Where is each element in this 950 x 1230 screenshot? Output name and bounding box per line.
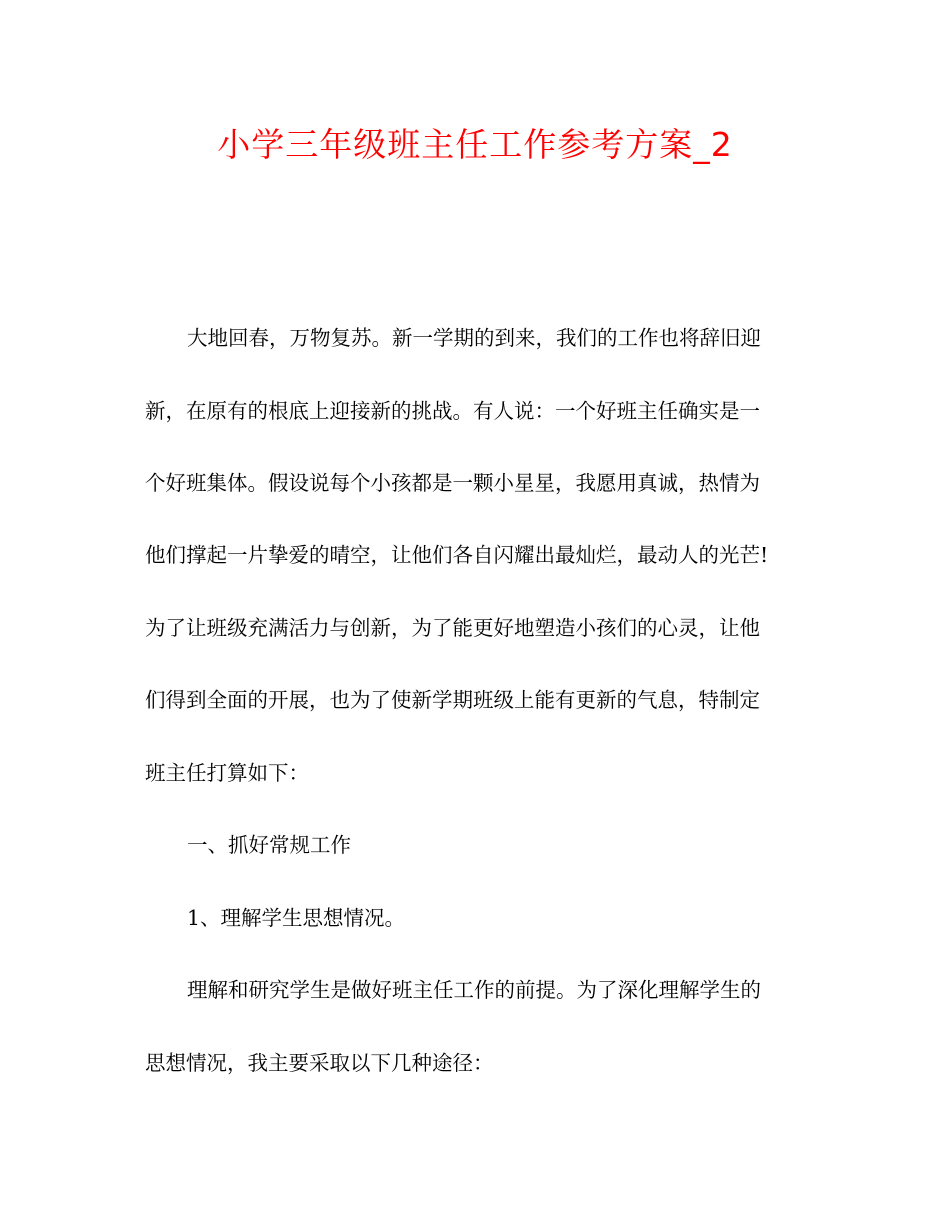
section-heading: 一、抓好常规工作 bbox=[187, 833, 351, 857]
paragraph-line: 理解和研究学生是做好班主任工作的前提。为了深化理解学生的 bbox=[187, 978, 761, 1002]
document-title: 小学三年级班主任工作参考方案_2 bbox=[217, 125, 733, 164]
paragraph-line: 大地回春，万物复苏。新一学期的到来，我们的工作也将辞旧迎 bbox=[187, 326, 761, 350]
paragraph-line: 思想情况，我主要采取以下几种途径： bbox=[145, 1051, 494, 1075]
paragraph-line: 为了让班级充满活力与创新，为了能更好地塑造小孩们的心灵，让他 bbox=[145, 616, 760, 640]
paragraph-line: 班主任打算如下： bbox=[145, 761, 309, 785]
paragraph-line: 他们撑起一片挚爱的晴空，让他们各自闪耀出最灿烂，最动人的光芒! bbox=[145, 543, 769, 567]
subsection-heading: 1、理解学生思想情况。 bbox=[187, 906, 406, 930]
paragraph-line: 们得到全面的开展，也为了使新学期班级上能有更新的气息，特制定 bbox=[145, 688, 760, 712]
paragraph-line: 新，在原有的根底上迎接新的挑战。有人说：一个好班主任确实是一 bbox=[145, 399, 760, 423]
paragraph-line: 个好班集体。假设说每个小孩都是一颗小星星，我愿用真诚，热情为 bbox=[145, 471, 760, 495]
